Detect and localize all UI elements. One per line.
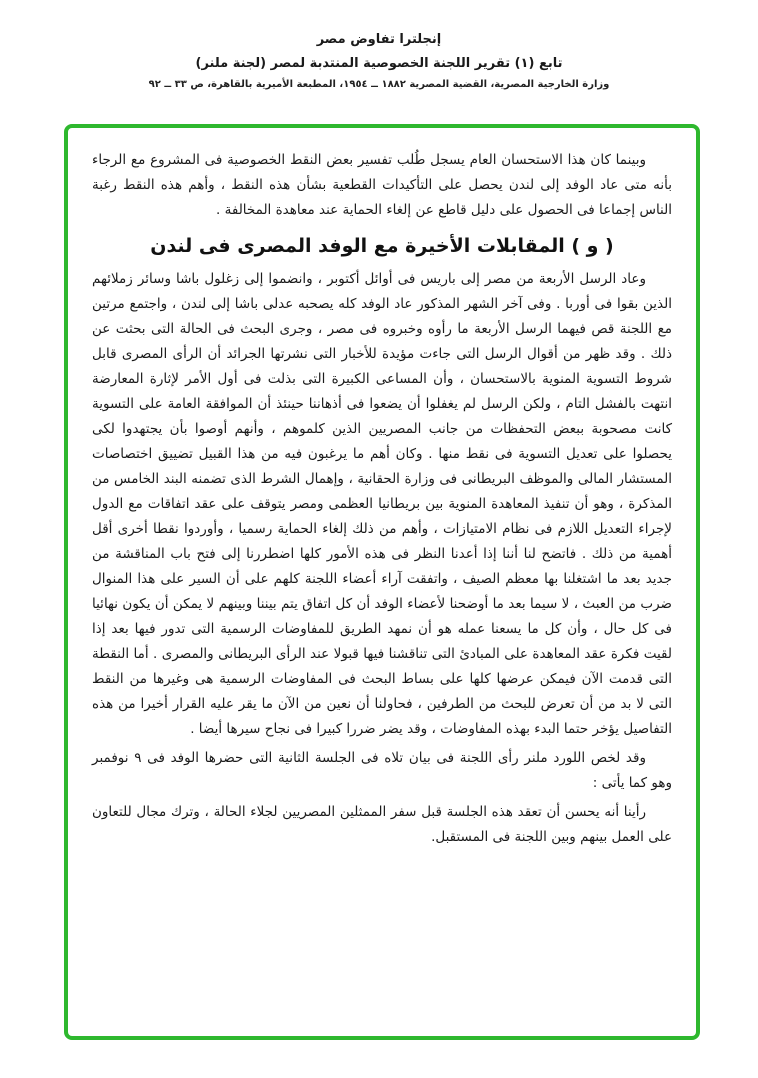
paragraph-final: رأينا أنه يحسن أن تعقد هذه الجلسة قبل سفر الممثلين المصريين لجلاء الحالة ، وترك مجال للتعاون على العمل بينهم وبين اللجنة فى المستقبل. [92, 804, 672, 845]
section-heading: ( و ) المقابلات الأخيرة مع الوفد المصرى فى لندن [150, 235, 614, 257]
document-title: إنجلترا تفاوض مصر [316, 32, 442, 47]
paragraph-summary: وقد لخص اللورد ملنر رأى اللجنة فى بيان تلاه فى الجلسة الثانية التى حضرها الوفد فى ٩ نوفمبر وهو كما يأتى : [92, 750, 672, 791]
paragraph-main: وعاد الرسل الأربعة من مصر إلى باريس فى أوائل أكتوبر ، وانضموا إلى زغلول باشا وسائر زملائهم الذين بقوا فى أوربا . وفى آخر الشهر المذكور عاد الوفد كله يصحبه عدلى باشا إلى لندن ، واجتمع مرتين مع اللجنة قص فيهما الرسل الأربعة ما رأوه وخبروه فى مصر ، وجرى البحث فى الحالة التى بحثت عن ذلك . وقد ظهر من أقوال الرسل التى جاءت مؤيدة للأخبار التى نشرتها الجرائد أن الرأى المصرى قابل شروط التسوية المنوية بالاستحسان ، وأن المساعى الكبيرة التى بذلت فى أول الأمر لإثارة المعارضة انتهت بالفشل التام ، ولكن الرسل لم يغفلوا أن يضعوا فى أذهاننا حينئذ أن الموافقة العامة على التسوية كانت مصحوبة ببعض التحفظات من جانب المصريين الذين كلموهم ، وأنهم أوصوا بأن يجتهدوا لكى يحصلوا على تعديل التسوية فى نقط منها . وكان أهم ما يرغبون فيه من هذا القبيل تضييق اختصاصات المستشار المالى والموظف البريطانى فى وزارة الحقانية ، وإهمال الشرط الذى تضمنه البند الخامس من المذكرة ، وهو أن تنفيذ المعاهدة المنوية بين بريطانيا العظمى ومصر يتوقف على عقد اتفاقات مع الدول لإجراء التعديل اللازم فى نظام الامتيازات ، وأهم من ذلك إلغاء الحماية رسميا ، وأوردوا نقطا أخرى أقل أهمية من ذلك . فاتضح لنا أننا إذا أعدنا النظر فى هذه الأمور كلها اضطررنا إلى فتح باب المناقشة من جديد بعد ما اشتغلنا بها معظم الصيف ، واتفقت آراء أعضاء اللجنة كلهم على أن السير على هذا المنوال ضرب من العبث ، لا سيما بعد ما أوضحنا لأعضاء الوفد أن كل اتفاق يتم بيننا وبينهم لا يمكن أن يكون نهائيا فى كل حال ، وأن كل ما يسعنا عمله هو أن نمهد الطريق للمفاوضات الرسمية التى تدور فيها بعد إذا لقيت فكرة عقد المعاهدة على المبادئ التى تناقشنا فيها قبولا عند الرأى البريطانى والمصرى . أما النقطة التى قدمت الآن فيمكن عرضها كلها على بساط البحث فى المفاوضات الرسمية هى وغيرها من النقط التى لا بد من أن تعرض للبحث من الطرفين ، فحاولنا أن نعين من الآن ما يقر عليه القرار أخيرا من هذه التفاصيل يؤخر حتما البدء بهذه المفاوضات ، وقد يضر ضررا كبيرا فى نجاح سيرها أيضا . [92, 271, 672, 737]
document-source-citation: وزارة الخارجية المصرية، القضية المصرية ١٨٨٢ ــ ١٩٥٤، المطبعة الأميرية بالقاهرة، ص ٣٣ ــ ٩٢ [148, 79, 610, 90]
green-border-frame [64, 124, 700, 1040]
page-header [0, 0, 758, 90]
paragraph-intro: وبينما كان هذا الاستحسان العام يسجل طُلب تفسير بعض النقط الخصوصية فى المشروع مع الرجاء بأنه متى عاد الوفد إلى لندن يحصل على التأكيدات القطعية بشأن هذه النقط ، وأهم هذه النقط رغبة الناس إجماعا فى الحصول على دليل قاطع عن إلغاء الحماية عند معاهدة المخالفة . [92, 152, 672, 218]
document-subtitle: تابع (١) تقرير اللجنة الخصوصية المنتدبة لمصر (لجنة ملنر) [195, 56, 563, 71]
